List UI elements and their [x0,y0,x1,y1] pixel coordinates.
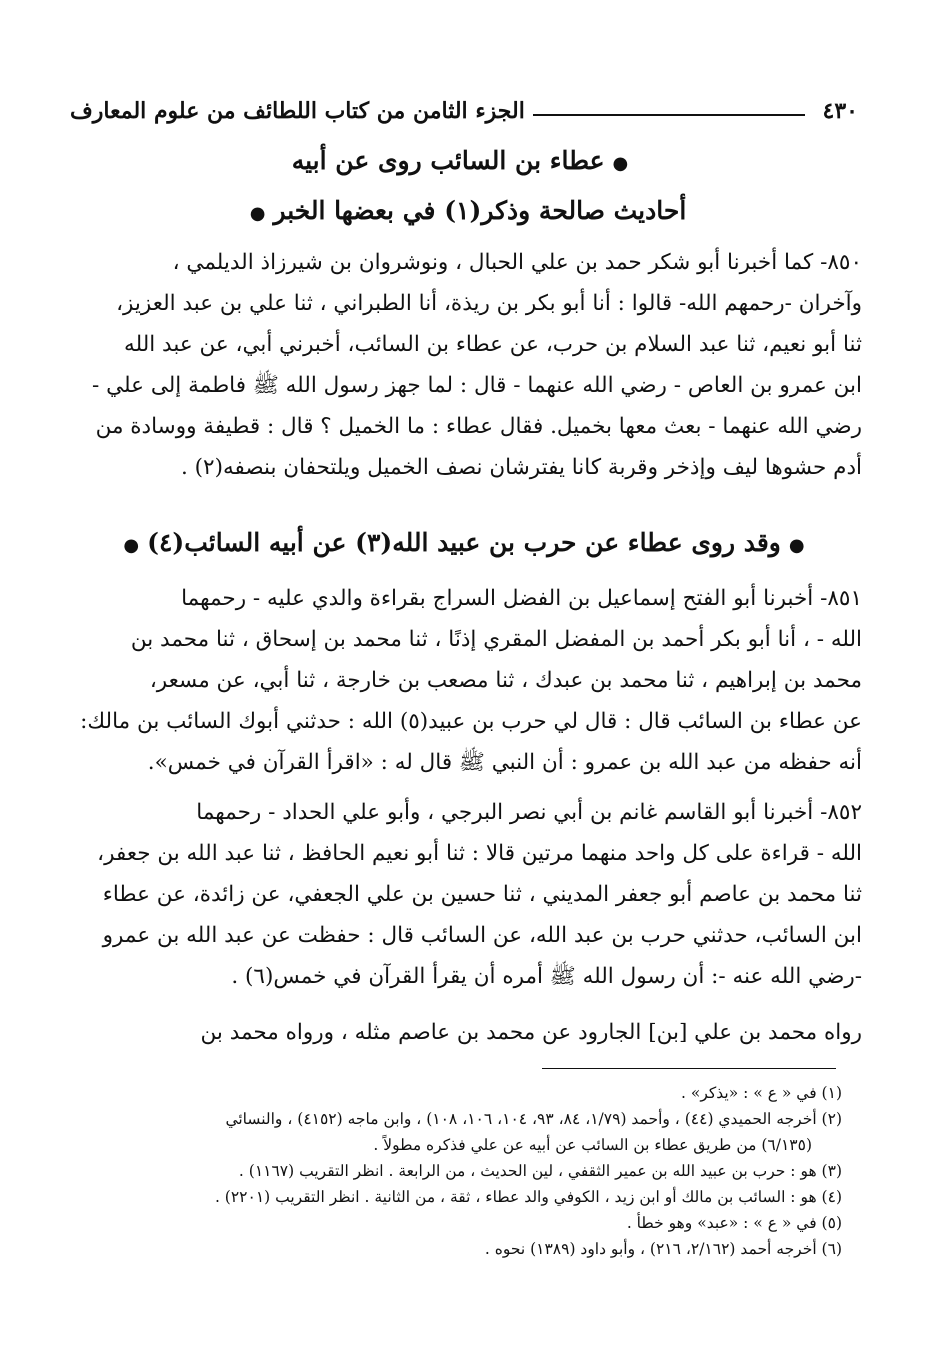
header-rule [533,114,805,116]
bullet-icon: ● [788,535,805,556]
footnote-3: (٣) هو : حرب بن عبيد الله بن عمير الثقفي ، لين الحديث ، من الرابعة . انظر التقريب (١١٦٧) . [238,1162,842,1180]
footnote-separator [542,1068,836,1069]
bullet-icon: ● [612,153,629,174]
footnote-5: (٥) في « ع » : «عبد» وهو خطأ . [626,1214,842,1232]
text-line: رضي الله عنهما - بعث معها بخميل. فقال عطاء : ما الخميل ؟ قال : قطيفة ووسادة من [95,414,862,439]
final-paragraph [70,1012,862,1053]
section-heading-1-line-1 [60,146,868,175]
heading-1-text-b: أحاديث صالحة وذكر(١) في بعضها الخبر [273,196,687,225]
running-header [70,84,858,124]
heading-1-text-a: عطاء بن السائب روى عن أبيه [291,146,605,175]
footnote-4: (٤) هو : السائب بن مالك أو ابن زيد ، الكوفي والد عطاء ، ثقة ، من الثانية . انظر التقريب (٢٢٠١) . [214,1188,842,1206]
text-line: وآخران -رحمهم الله- قالوا : أنا أبو بكر بن ريذة، أنا الطبراني ، ثنا علي بن عبد العزيز، [116,291,862,316]
text-line: ابن عمرو بن العاص - رضي الله عنهما - قال : لما جهز رسول الله ﷺ فاطمة إلى علي - [92,373,862,398]
hadith-852 [70,792,862,997]
footnote-6: (٦) أخرجه أحمد (٢/١٦٢، ٢١٦) ، وأبو داود (١٣٨٩) نحوه . [484,1240,842,1258]
section-heading-2 [60,528,868,557]
footnote-2: (٢) أخرجه الحميدي (٤٤) ، وأحمد (١/٧٩، ٨٤، ٩٣، ١٠٤، ١٠٦، ١٠٨) ، وابن ماجه (٤١٥٢) ، والنسائي [225,1110,842,1128]
text-line: أنه حفظه من عبد الله بن عمرو : أن النبي ﷺ قال له : «اقرأ القرآن في خمس». [147,750,862,775]
footnotes [70,1080,842,1262]
bullet-icon: ● [123,535,140,556]
hadith-851 [70,578,862,783]
text-line: محمد بن إبراهيم ، ثنا محمد بن عبدك ، ثنا مصعب بن خارجة ، ثنا أبي، عن مسعر، [149,668,862,693]
bullet-icon: ● [249,203,266,224]
footnote-1: (١) في « ع » : «يذكر» . [681,1084,842,1102]
text-line: الله - قراءة على كل واحد منهما مرتين قالا : ثنا أبو نعيم الحافظ ، ثنا عبد الله بن جعفر، [97,841,862,866]
section-heading-1-line-2 [60,196,868,225]
text-line: أدم حشوها ليف وإذخر وقربة كانا يفترشان نصف الخميل ويلتحفان بنصفه(٢) . [180,455,862,480]
hadith-850 [70,242,862,488]
text-line: عن عطاء بن السائب قال : قال لي حرب بن عبيد(٥) الله : حدثني أبوك السائب بن مالك: [80,709,862,734]
text-line: ٨٥٢- أخبرنا أبو القاسم غانم بن أبي نصر البرجي ، وأبو علي الحداد - رحمهما [196,800,862,825]
text-line: ٨٥١- أخبرنا أبو الفتح إسماعيل بن الفضل السراج بقراءة والدي عليه - رحمهما [181,586,862,611]
text-line: الله - ، أنا أبو بكر أحمد بن المفضل المقري إذنًا ، ثنا محمد بن إسحاق ، ثنا محمد بن [130,627,862,652]
text-line: ابن السائب، حدثني حرب بن عبد الله، عن السائب قال : حفظت عن عبد الله بن عمرو [102,923,862,948]
footnote-2-continued: (٦/١٣٥) من طريق عطاء بن السائب عن أبيه عن علي فذكره مطولاً . [373,1136,812,1154]
text-line: ٨٥٠- كما أخبرنا أبو شكر حمد بن علي الحبال ، ونوشروان بن شيرزاذ الديلمي ، [172,250,862,275]
text-line: رواه محمد بن علي [بن] الجارود عن محمد بن عاصم مثله ، ورواه محمد بن [200,1020,862,1045]
text-line: ثنا محمد بن عاصم أبو جعفر المديني ، ثنا حسين بن علي الجعفي، عن زائدة، عن عطاء [102,882,862,907]
page-number: ٤٣٠ [822,98,858,124]
text-line: -رضي الله عنه -: أن رسول الله ﷺ أمره أن يقرأ القرآن في خمس(٦) . [231,964,862,989]
text-line: ثنا أبو نعيم، ثنا عبد السلام بن حرب، عن عطاء بن السائب، أخبرني أبي، عن عبد الله [124,332,862,357]
header-title: الجزء الثامن من كتاب اللطائف من علوم المعارف [70,98,525,124]
heading-2-text: وقد روى عطاء عن حرب بن عبيد الله(٣) عن أبيه السائب(٤) [147,528,781,557]
